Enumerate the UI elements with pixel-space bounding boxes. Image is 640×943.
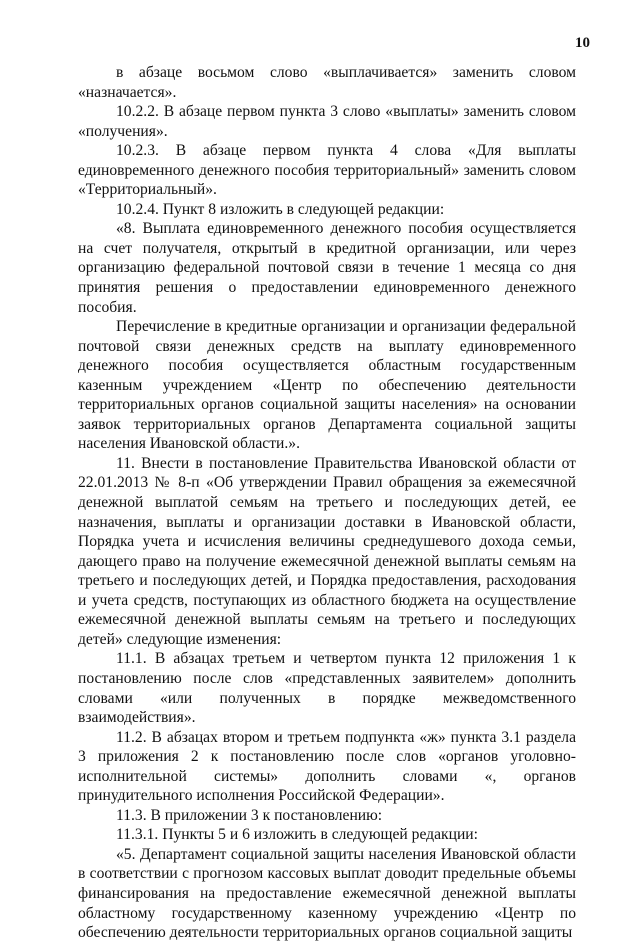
paragraph-quoted-item-5: «5. Департамент социальной защиты населения Ивановской области в соответствии с прогнозом кассовых выплат доводит предельные объемы финансирования на предоставление ежемесячной денежной выплаты областному государственному казенному учреждению «Центр по обеспечению деятельности территориальных органов социальной защиты bbox=[78, 845, 576, 942]
page-number: 10 bbox=[575, 35, 590, 51]
paragraph-quoted-item-8: «8. Выплата единовременного денежного пособия осуществляется на счет получателя, открытый в кредитной организации, или через организацию федеральной почтовой связи в течение 1 месяца со дня принятия решения о предоставлении единовременного денежного пособия. bbox=[78, 220, 576, 316]
paragraph-11-3-1: 11.3.1. Пункты 5 и 6 изложить в следующей редакции: bbox=[116, 826, 478, 844]
paragraph-10-2-1-continuation: в абзаце восьмом слово «выплачивается» заменить словом «назначается». bbox=[78, 64, 576, 101]
paragraph-10-2-2: 10.2.2. В абзаце первом пункта 3 слово «выплаты» заменить словом «получения». bbox=[78, 103, 576, 140]
paragraph-11-1: 11.1. В абзацах третьем и четвертом пункта 12 приложения 1 к постановлению после слов «представленных заявителем» дополнить словами «или полученных в порядке межведомственного взаимодействия». bbox=[78, 650, 576, 727]
paragraph-transfer-funds: Перечисление в кредитные организации и организации федеральной почтовой связи денежных средств на выплату единовременного денежного пособия осуществляется областным государственным казенным учреждением «Центр по обеспечению деятельности территориальных органов социальной защиты населения» на основании заявок территориальных органов Департамента социальной защиты населения Ивановской области.». bbox=[78, 318, 576, 453]
paragraph-10-2-4: 10.2.4. Пункт 8 изложить в следующей редакции: bbox=[116, 200, 445, 218]
paragraph-11: 11. Внести в постановление Правительства Ивановской области от 22.01.2013 № 8-п «Об утверждении Правил обращения за ежемесячной денежной выплатой семьям на третьего и последующих детей, ее назначения, выплаты и организации доставки в Ивановской области, Порядка учета и исчисления величины среднедушевого дохода семьи, дающего право на получение ежемесячной денежной выплаты семьям на третьего и последующих детей, и Порядка предоставления, расходования и учета средств, поступающих из областного бюджета на осуществление ежемесячной денежной выплаты семьям на третьего и последующих детей» следующие изменения: bbox=[78, 454, 576, 648]
paragraph-10-2-3: 10.2.3. В абзаце первом пункта 4 слова «Для выплаты единовременного денежного пособия территориальный» заменить словом «Территориальный». bbox=[78, 142, 576, 199]
paragraph-11-2: 11.2. В абзацах втором и третьем подпункта «ж» пункта 3.1 раздела 3 приложения 2 к постановлению после слов «органов уголовно-исполнительной системы» дополнить словами «, органов принудительного исполнения Российской Федерации». bbox=[78, 728, 576, 805]
paragraph-11-3: 11.3. В приложении 3 к постановлению: bbox=[116, 806, 383, 824]
document-body bbox=[78, 63, 576, 943]
